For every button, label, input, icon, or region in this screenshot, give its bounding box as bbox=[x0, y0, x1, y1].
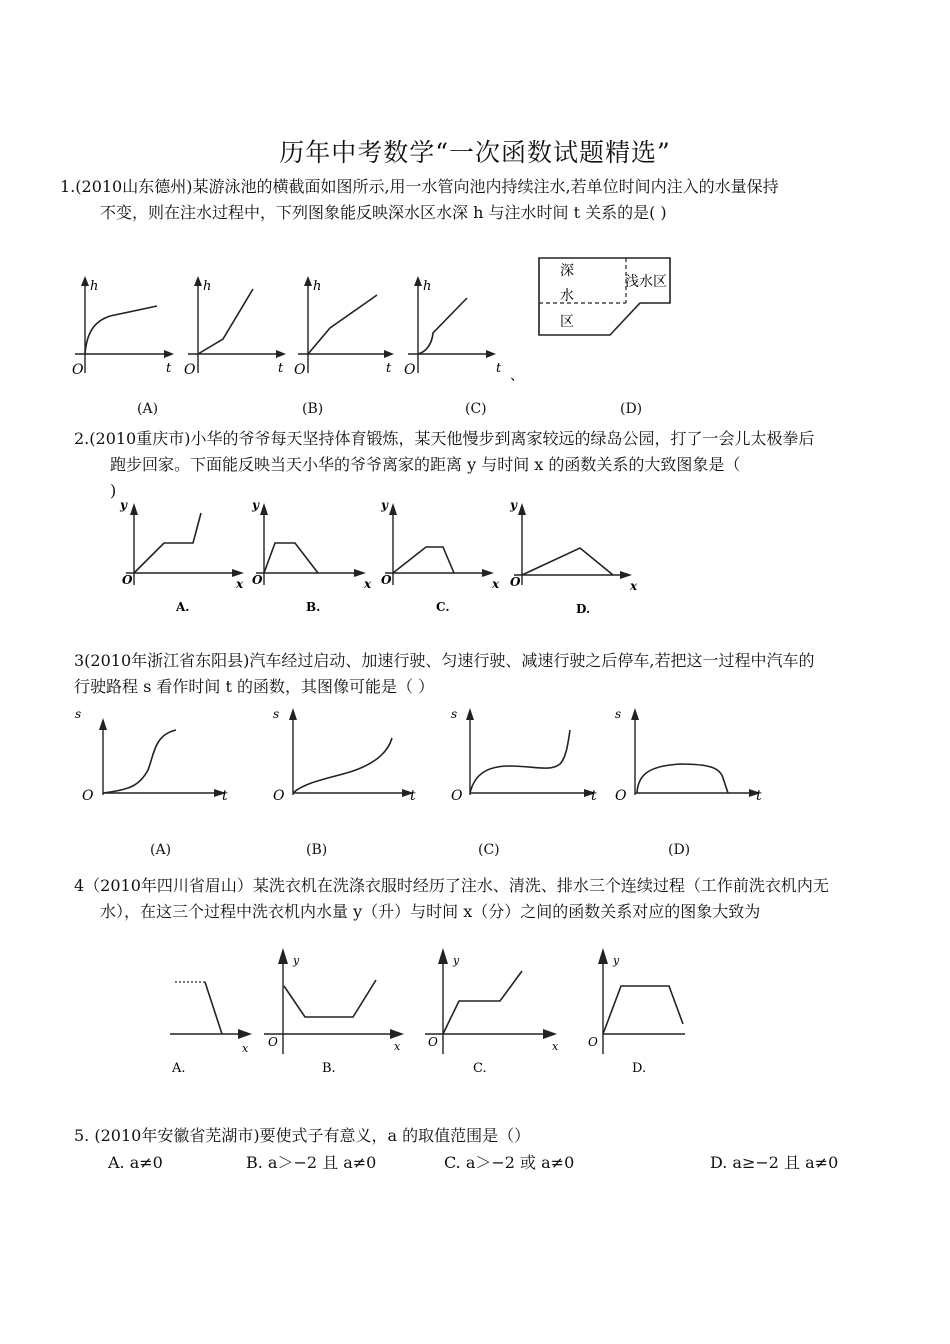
q1-pool-diagram bbox=[539, 258, 670, 335]
question-1-line-1: 1.(2010山东德州)某游泳池的横截面如图所示,用一水管向池内持续注水,若单位时间内注入的水量保持 bbox=[60, 177, 779, 196]
q1b-origin: O bbox=[184, 362, 196, 378]
q3-graph-d bbox=[615, 707, 762, 804]
q1-graph-b bbox=[184, 276, 286, 378]
question-4-line-1: 4（2010年四川省眉山）某洗衣机在洗涤衣服时经历了注水、清洗、排水三个连续过程（工作前洗衣机内无 bbox=[74, 876, 829, 895]
q2d-axis-y: y bbox=[510, 498, 517, 512]
question-1 bbox=[60, 174, 890, 226]
q2b-axis-x: x bbox=[364, 577, 372, 591]
q4-graph-d bbox=[588, 948, 685, 1076]
q3a-axis-x: t bbox=[222, 788, 228, 804]
q1c-origin: O bbox=[294, 362, 306, 378]
q1d-axis-y: h bbox=[423, 279, 432, 294]
q3b-origin: O bbox=[273, 788, 285, 804]
q3c-origin: O bbox=[451, 788, 463, 804]
q3b-axis-y: s bbox=[273, 707, 280, 721]
q2-option-a: A. bbox=[176, 600, 190, 614]
q1d-axis-x: t bbox=[496, 361, 502, 376]
question-4-graphs bbox=[160, 942, 700, 1082]
q4c-axis-x: x bbox=[552, 1040, 559, 1053]
question-3-graphs bbox=[70, 700, 780, 810]
question-5 bbox=[74, 1123, 894, 1149]
q3d-origin: O bbox=[615, 788, 627, 804]
q3-option-d: (D) bbox=[668, 842, 691, 858]
q4-option-c: C. bbox=[473, 1061, 487, 1076]
question-4-line-2: 水），在这三个过程中洗衣机内水量 y（升）与时间 x（分）之间的函数关系对应的图象大致为 bbox=[100, 902, 761, 921]
q2-graph-b bbox=[251, 498, 372, 614]
q2c-origin: O bbox=[381, 573, 392, 587]
question-2-line-2: 跑步回家。下面能反映当天小华的爷爷离家的距离 y 与时间 x 的函数关系的大致图象是（ bbox=[110, 455, 741, 474]
q3b-axis-x: t bbox=[410, 788, 416, 804]
q1-trailing-mark: 、 bbox=[510, 368, 524, 384]
question-2-line-1: 2.(2010重庆市)小华的爷爷每天坚持体育锻炼，某天他慢步到离家较远的绿岛公园，打了一会儿太极拳后 bbox=[74, 429, 815, 448]
q1b-axis-y: h bbox=[203, 279, 212, 294]
pool-label-deep-2: 水 bbox=[560, 288, 574, 304]
q1-graph-a bbox=[72, 276, 174, 378]
q2-option-d: D. bbox=[576, 602, 591, 616]
question-3 bbox=[74, 648, 894, 700]
q1-option-b: (B) bbox=[302, 401, 324, 417]
q2-graph-d bbox=[509, 498, 638, 616]
q1b-axis-x: t bbox=[278, 361, 284, 376]
q1-option-a: (A) bbox=[137, 401, 159, 417]
q3d-axis-x: t bbox=[756, 788, 762, 804]
q3-graph-b bbox=[273, 707, 416, 804]
q2c-axis-x: x bbox=[492, 577, 500, 591]
q4-graph-a bbox=[170, 982, 252, 1076]
q2-graph-c bbox=[380, 498, 500, 614]
q3-graph-c bbox=[451, 707, 597, 804]
q2b-origin: O bbox=[252, 573, 263, 587]
q4b-origin: O bbox=[268, 1035, 278, 1049]
q4-option-a: A. bbox=[172, 1061, 186, 1076]
q2d-axis-x: x bbox=[630, 579, 638, 593]
q4c-origin: O bbox=[428, 1035, 438, 1049]
q4-graph-c bbox=[425, 948, 559, 1076]
q2-option-b: B. bbox=[306, 600, 321, 614]
question-5-line-1: 5. (2010年安徽省芜湖市)要使式子有意义，a 的取值范围是（） bbox=[74, 1126, 531, 1145]
q4b-axis-y: y bbox=[293, 954, 300, 967]
q4a-axis-x: x bbox=[242, 1042, 249, 1055]
q3-option-c: (C) bbox=[478, 842, 500, 858]
q4c-axis-y: y bbox=[453, 954, 460, 967]
pool-label-deep-3: 区 bbox=[560, 314, 574, 330]
question-2-graphs bbox=[110, 495, 650, 620]
q1-graph-d bbox=[404, 276, 524, 384]
q1d-origin: O bbox=[404, 362, 416, 378]
question-1-graphs bbox=[60, 248, 700, 388]
page-title: 历年中考数学“一次函数试题精选” bbox=[279, 138, 671, 167]
q1-graph-c bbox=[294, 276, 394, 378]
q4d-axis-y: y bbox=[613, 954, 620, 967]
q5-option-c: C. a＞−2 或 a≠0 bbox=[444, 1153, 575, 1172]
q4-option-d: D. bbox=[632, 1061, 647, 1076]
q3c-axis-x: t bbox=[591, 788, 597, 804]
q2a-axis-x: x bbox=[236, 577, 244, 591]
q1c-axis-x: t bbox=[386, 361, 392, 376]
q3a-origin: O bbox=[82, 788, 94, 804]
q5-option-b: B. a＞−2 且 a≠0 bbox=[246, 1153, 377, 1172]
q5-option-d: D. a≥−2 且 a≠0 bbox=[710, 1153, 839, 1172]
q2-graph-a bbox=[119, 498, 244, 614]
q3-option-a: (A) bbox=[150, 842, 172, 858]
q3c-axis-y: s bbox=[451, 707, 458, 721]
q1a-axis-x: t bbox=[166, 361, 172, 376]
q3-graph-a bbox=[75, 707, 228, 804]
q4-option-b: B. bbox=[322, 1061, 336, 1076]
pool-label-shallow: 浅水区 bbox=[625, 274, 667, 290]
q4-graph-b bbox=[264, 948, 404, 1076]
q1-option-d: (D) bbox=[620, 401, 643, 417]
q2-option-c: C. bbox=[436, 600, 450, 614]
q1-option-c: (C) bbox=[465, 401, 487, 417]
question-3-line-1: 3(2010年浙江省东阳县)汽车经过启动、加速行驶、匀速行驶、减速行驶之后停车,若把这一过程中汽车的 bbox=[74, 651, 815, 670]
q3a-axis-y: s bbox=[75, 707, 82, 721]
q4d-origin: O bbox=[588, 1035, 598, 1049]
q4b-axis-x: x bbox=[394, 1040, 401, 1053]
question-3-line-2: 行驶路程 s 看作时间 t 的函数，其图像可能是（ ） bbox=[74, 677, 435, 696]
q1a-axis-y: h bbox=[90, 279, 99, 294]
q2d-origin: O bbox=[510, 575, 521, 589]
q5-option-a: A. a≠0 bbox=[108, 1153, 163, 1172]
q2c-axis-y: y bbox=[381, 498, 388, 512]
q3-option-b: (B) bbox=[306, 842, 328, 858]
question-1-line-2: 不变，则在注水过程中，下列图象能反映深水区水深 h 与注水时间 t 关系的是( ) bbox=[100, 203, 667, 222]
q1c-axis-y: h bbox=[313, 279, 322, 294]
pool-label-deep-1: 深 bbox=[560, 263, 574, 279]
q2a-axis-y: y bbox=[120, 498, 127, 512]
question-2-line-3: ) bbox=[110, 481, 117, 500]
q2a-origin: O bbox=[122, 573, 133, 587]
q1a-origin: O bbox=[72, 362, 84, 378]
q2b-axis-y: y bbox=[252, 498, 259, 512]
question-4 bbox=[74, 873, 894, 925]
question-2 bbox=[74, 426, 894, 504]
q3d-axis-y: s bbox=[615, 707, 622, 721]
